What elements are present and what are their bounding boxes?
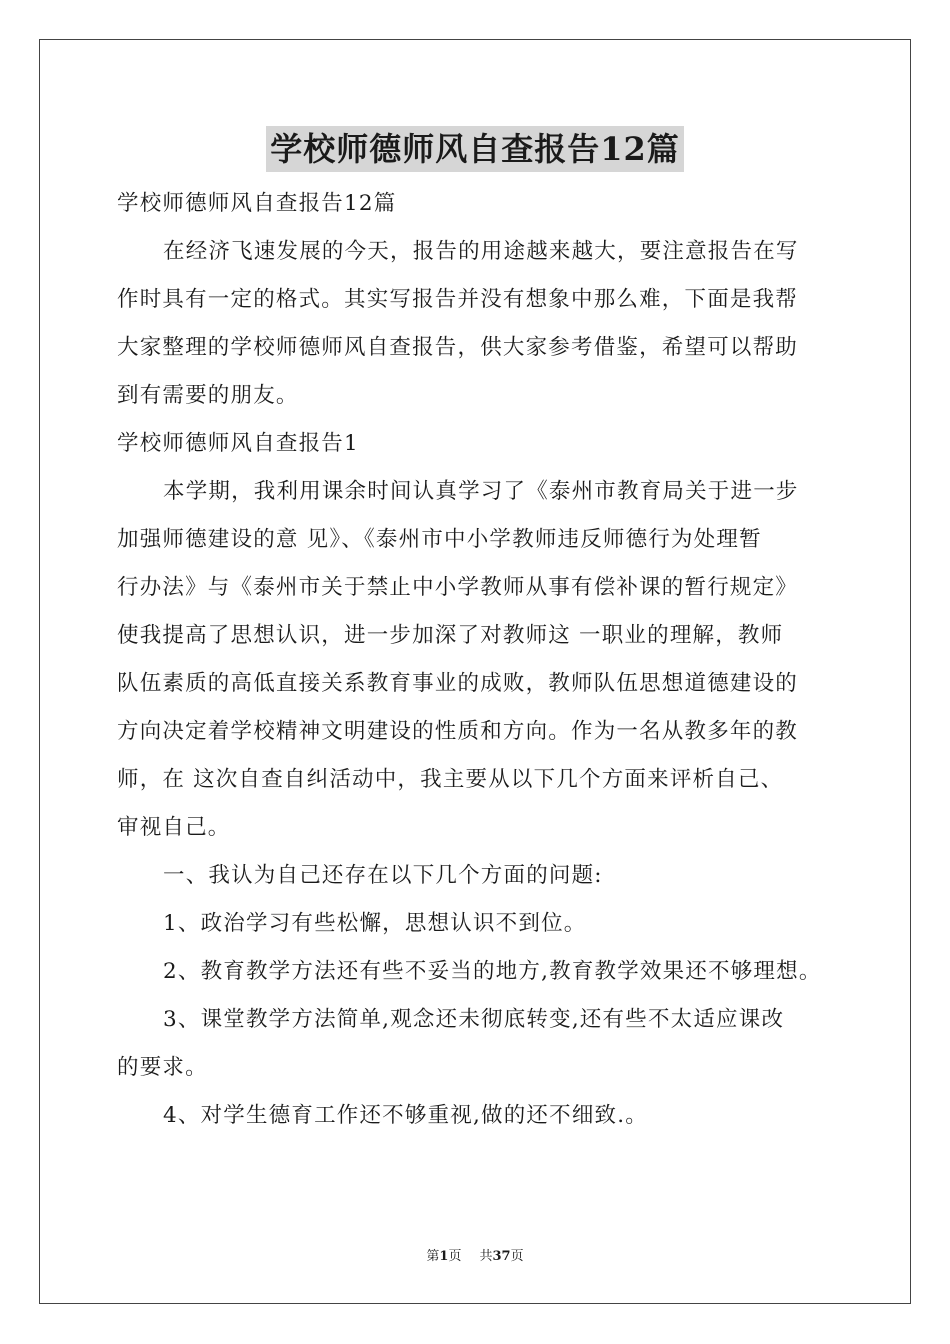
- document-body: [117, 180, 837, 1140]
- text-line: 师，在 这次自查自纠活动中，我主要从以下几个方面来评析自己、: [117, 767, 784, 792]
- text-line: 2、教育教学方法还有些不妥当的地方,教育教学效果还不够理想。: [163, 959, 822, 984]
- text-line: 方向决定着学校精神文明建设的性质和方向。作为一名从教多年的教: [117, 719, 799, 744]
- text-line: 加强师德建设的意 见》、《泰州市中小学教师违反师德行为处理暂: [117, 527, 762, 552]
- page-footer: [0, 1248, 950, 1266]
- text-line: 一、我认为自己还存在以下几个方面的问题:: [163, 863, 603, 888]
- text-line: 学校师德师风自查报告1: [117, 431, 359, 456]
- text-line: 使我提高了思想认识，进一步加深了对教师这 一职业的理解，教师: [117, 623, 784, 648]
- text-line: 1、政治学习有些松懈，思想认识不到位。: [163, 911, 587, 936]
- text-line: 大家整理的学校师德师风自查报告，供大家参考借鉴，希望可以帮助: [117, 335, 799, 360]
- text-line: 在经济飞速发展的今天，报告的用途越来越大，要注意报告在写: [163, 239, 799, 264]
- title-container: [0, 126, 950, 172]
- text-line: 本学期，我利用课余时间认真学习了《泰州市教育局关于进一步: [163, 479, 799, 504]
- text-line: 队伍素质的高低直接关系教育事业的成败，教师队伍思想道德建设的: [117, 671, 799, 696]
- footer-total-suffix: 页: [510, 1249, 524, 1264]
- text-line: 的要求。: [117, 1055, 208, 1080]
- footer-total-pages: 37: [492, 1249, 511, 1264]
- text-line: 审视自己。: [117, 815, 231, 840]
- text-line: 行办法》与《泰州市关于禁止中小学教师从事有偿补课的暂行规定》: [117, 575, 799, 600]
- text-line: 到有需要的朋友。: [117, 383, 299, 408]
- footer-page-suffix: 页: [448, 1249, 462, 1264]
- footer-page-number: 1: [439, 1249, 449, 1264]
- text-line: 4、对学生德育工作还不够重视,做的还不细致.。: [163, 1103, 648, 1128]
- document-title: 学校师德师风自查报告12篇: [266, 126, 684, 172]
- footer-total-prefix: 共: [479, 1249, 493, 1264]
- text-line: 作时具有一定的格式。其实写报告并没有想象中那么难，下面是我帮: [117, 287, 799, 312]
- text-line: 3、课堂教学方法简单,观念还未彻底转变,还有些不太适应课改: [163, 1007, 785, 1032]
- footer-page-prefix: 第: [426, 1249, 440, 1264]
- text-line: 学校师德师风自查报告12篇: [117, 191, 397, 216]
